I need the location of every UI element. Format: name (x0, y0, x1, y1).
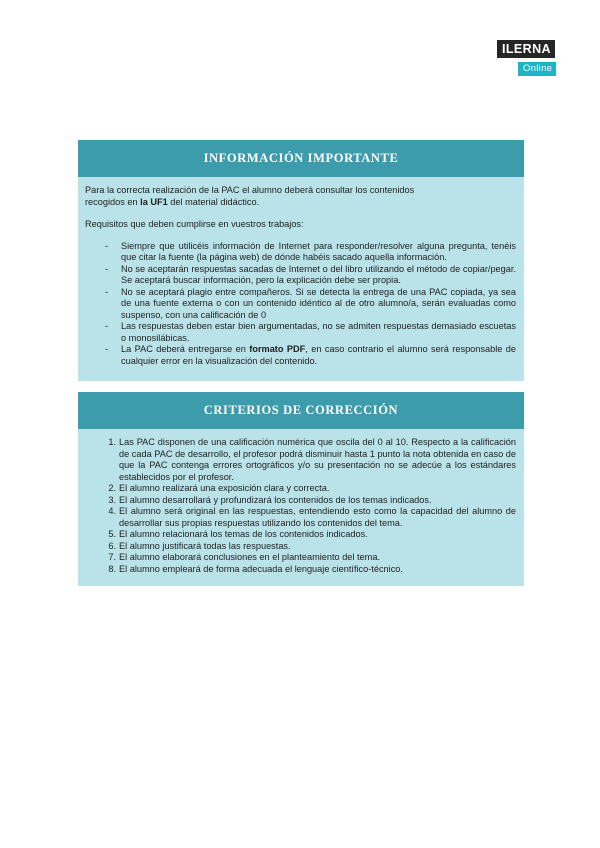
dash-marker: - (105, 344, 109, 354)
requirement-text: Siempre que utilicéis información de Internet para responder/resolver alguna pregunta, tenéis que citar la fuente (la página web) de dónde habéis sacado aquella información. (121, 240, 516, 262)
list-item (85, 552, 516, 564)
item-number: 6. (108, 540, 116, 551)
criterion-text: El alumno elaborará conclusiones en el planteamiento del tema. (119, 552, 380, 562)
dash-marker: - (105, 286, 109, 297)
list-item (85, 483, 516, 495)
list-item (85, 564, 516, 576)
criterion-text: El alumno empleará de forma adecuada el lenguaje científico-técnico. (119, 563, 403, 574)
requirement-text: Las respuestas deben estar bien argumentadas, no se admiten respuestas demasiado escuetas o monosilábicas. (121, 321, 516, 343)
criteria-box-body (78, 429, 524, 575)
intro-line-1: Para la correcta realización de la PAC el alumno deberá consultar los contenidos (85, 185, 415, 195)
intro-paragraph (85, 185, 516, 208)
list-item (85, 495, 516, 507)
info-box-title: INFORMACIÓN IMPORTANTE (78, 140, 524, 177)
criteria-list (85, 437, 516, 575)
dash-marker: - (105, 263, 109, 274)
dash-marker: - (105, 321, 109, 331)
criterion-text: El alumno relacionará los temas de los contenidos indicados. (119, 529, 368, 539)
list-item (85, 344, 516, 367)
logo-wordmark: ILERNA (497, 40, 555, 58)
item-number: 8. (108, 563, 116, 574)
intro-line-2-post: del material didáctico. (167, 196, 260, 207)
item-number: 7. (108, 552, 116, 562)
item-number: 3. (108, 494, 116, 505)
list-item (85, 264, 516, 287)
info-box-body (78, 177, 524, 367)
requirement-text: No se aceptarán respuestas sacadas de Internet o del libro utilizando el método de copiar/pegar. Se aceptará buscar información, pero la explicación debe ser propia. (121, 263, 516, 285)
list-item (85, 437, 516, 483)
criterion-text: El alumno desarrollará y profundizará los contenidos de los temas indicados. (119, 494, 432, 505)
info-box (78, 140, 524, 381)
list-item (85, 321, 516, 344)
item-number: 4. (108, 506, 116, 516)
dash-marker: - (105, 240, 109, 251)
list-item (85, 541, 516, 553)
item-number: 2. (108, 483, 116, 493)
criterion-text: El alumno justificará todas las respuestas. (119, 540, 291, 551)
requirement-text-pre: La PAC deberá entregarse en (121, 344, 250, 354)
criterion-text: Las PAC disponen de una calificación numérica que oscila del 0 al 10. Respecto a la calificación de cada PAC de desarrollo, el profesor podrá disminuir hasta 1 punto la nota obtenida en caso de que la PAC contenga errores ortográficos y/o su presentación no se adecúe a los estándares establecidos por el profesor. (119, 437, 516, 482)
list-item (85, 506, 516, 529)
logo-tagline: Online (518, 62, 556, 76)
intro-line-2-pre: recogidos en (85, 196, 141, 207)
requirements-list (85, 241, 516, 368)
requirement-text: No se aceptará plagio entre compañeros. Si se detecta la entrega de una PAC copiada, ya sea de una fuente externa o con un contenido idéntico al de otro alumno/a, serán evaluadas como suspenso, con una calificación de 0 (121, 286, 516, 320)
requirement-text-post: , en caso contrario el alumno será responsable de cualquier error en la visualización del contenido. (121, 344, 516, 366)
criteria-box-title: CRITERIOS DE CORRECCIÓN (78, 392, 524, 429)
requirement-format-bold: formato PDF (249, 344, 306, 354)
intro-unit-bold: la UF1 (140, 196, 168, 207)
criteria-box (78, 392, 524, 586)
ilerna-logo (497, 40, 563, 76)
list-item (85, 287, 516, 322)
criterion-text: El alumno será original en las respuestas, entendiendo esto como la capacidad del alumno de desarrollar sus propias respuestas utilizando los contenidos del tema. (119, 506, 516, 528)
item-number: 1. (108, 437, 116, 447)
requirements-title: Requisitos que deben cumplirse en vuestros trabajos: (85, 219, 304, 229)
list-item (85, 529, 516, 541)
list-item (85, 241, 516, 264)
item-number: 5. (108, 529, 116, 539)
criterion-text: El alumno realizará una exposición clara y correcta. (119, 483, 330, 493)
